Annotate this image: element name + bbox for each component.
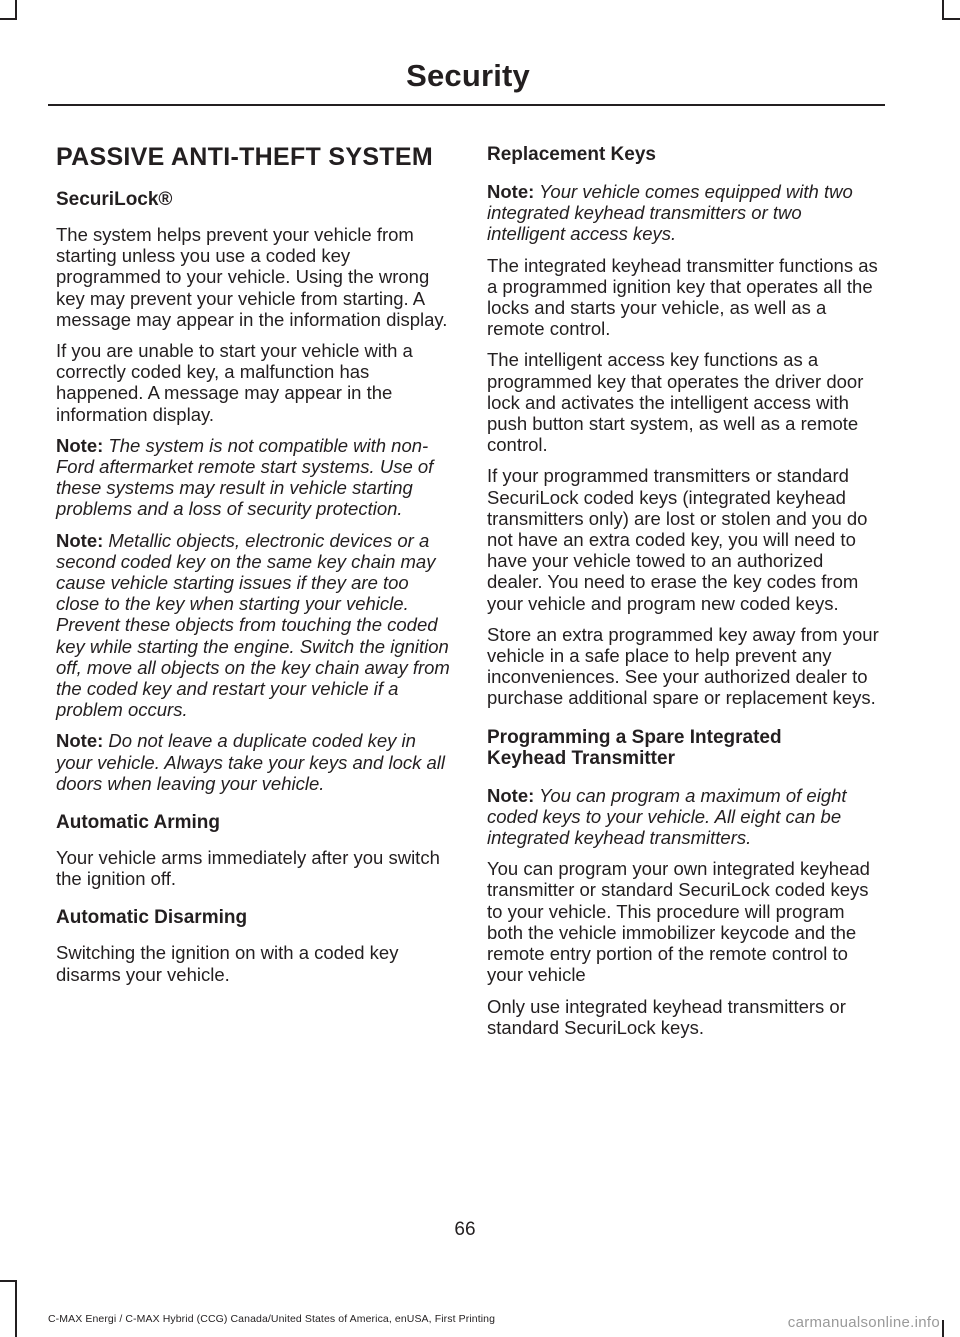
paragraph-lost-or-stolen: If your programmed transmitters or standard SecuriLock coded keys (integrated keyhead transmitters only) are lost or stolen and you do not have an extra coded key, you will need to have your vehicle towed to an authorized dealer. You need to erase the key codes from your vehicle and program new coded keys. <box>487 465 868 614</box>
heading-passive-anti-theft: PASSIVE ANTI-THEFT SYSTEM <box>56 143 433 171</box>
paragraph-arming: Your vehicle arms immediately after you switch the ignition off. <box>56 847 440 890</box>
note-metallic-objects <box>56 530 456 721</box>
subheading-replacement-keys: Replacement Keys <box>487 144 656 165</box>
note-label: Note: <box>487 181 535 202</box>
note-equipped-with <box>487 181 882 245</box>
note-duplicate-key <box>56 730 456 794</box>
note-label: Note: <box>56 529 104 551</box>
right-column <box>487 144 882 1048</box>
crop-mark-top-right-h <box>942 18 960 20</box>
subheading-securilock: SecuriLock® <box>56 189 173 210</box>
header-divider <box>48 104 885 106</box>
paragraph-only-use: Only use integrated keyhead transmitters or standard SecuriLock keys. <box>487 995 846 1038</box>
note-label: Note: <box>487 784 535 806</box>
crop-mark-top-left-h <box>0 18 17 20</box>
note-text: You can program a maximum of eight coded keys to your vehicle. All eight can be integrated keyhead transmitters. <box>487 784 847 849</box>
note-label: Note: <box>56 434 104 456</box>
note-maximum-eight <box>487 785 882 849</box>
crop-mark-top-right <box>942 0 944 20</box>
note-text: Your vehicle comes equipped with two integrated keyhead transmitters or two intelligent access keys. <box>487 181 853 245</box>
note-label: Note: <box>56 730 104 752</box>
paragraph-integrated-keyhead: The integrated keyhead transmitter functions as a programmed ignition key that operates all the locks and starts your vehicle, as well as a remote control. <box>487 254 878 340</box>
crop-mark-bottom-left <box>15 1280 17 1337</box>
crop-mark-bottom-left-h <box>0 1280 17 1282</box>
note-text: The system is not compatible with non-Ford aftermarket remote start systems. Use of these systems may result in vehicle starting problems and a loss of security protection. <box>56 434 434 520</box>
watermark: carmanualsonline.info <box>787 1314 940 1331</box>
paragraph-store-extra-key: Store an extra programmed key away from your vehicle in a safe place to help prevent any inconveniences. See your authorized dealer to purchase additional spare or replacement keys. <box>487 623 879 709</box>
crop-mark-top-left <box>15 0 17 20</box>
paragraph-unable-to-start: If you are unable to start your vehicle with a correctly coded key, a malfunction has happened. A message may appear in the information display. <box>56 340 413 425</box>
subheading-programming-spare: Programming a Spare Integrated Keyhead Transmitter <box>487 726 782 769</box>
paragraph-intelligent-access: The intelligent access key functions as a programmed key that operates the driver door lock and activates the intelligent access with push button start system, as well as a remote control. <box>487 349 864 456</box>
paragraph-system-helps: The system helps prevent your vehicle from starting unless you use a coded key programmed to your vehicle. Using the wrong key may prevent your vehicle from starting. A message may appear in the information display. <box>56 224 448 330</box>
footer-edition: C-MAX Energi / C-MAX Hybrid (CCG) Canada/United States of America, enUSA, First Printing <box>48 1313 496 1325</box>
note-text: Metallic objects, electronic devices or a second coded key on the same key chain may cause vehicle starting issues if they are too close to the key when starting your vehicle. Prevent these objects from touching the coded key while starting the engine. Switch the ignition off, move all objects on the key chain away from the coded key and restart your vehicle if a problem occurs. <box>56 529 450 721</box>
subheading-automatic-disarming: Automatic Disarming <box>56 907 248 929</box>
paragraph-program-own: You can program your own integrated keyhead transmitter or standard SecuriLock coded keys to your vehicle. This procedure will program both the vehicle immobilizer keycode and the remote entry portion of the remote control to your vehicle <box>487 858 870 986</box>
paragraph-disarming: Switching the ignition on with a coded key disarms your vehicle. <box>56 942 399 985</box>
crop-mark-bottom-right <box>942 1320 944 1337</box>
left-column <box>56 142 456 995</box>
page-number: 66 <box>454 1219 476 1240</box>
note-not-compatible <box>56 435 456 520</box>
section-title: Security <box>406 58 530 93</box>
subheading-automatic-arming: Automatic Arming <box>56 812 220 834</box>
note-text: Do not leave a duplicate coded key in your vehicle. Always take your keys and lock all doors when leaving your vehicle. <box>56 730 446 794</box>
